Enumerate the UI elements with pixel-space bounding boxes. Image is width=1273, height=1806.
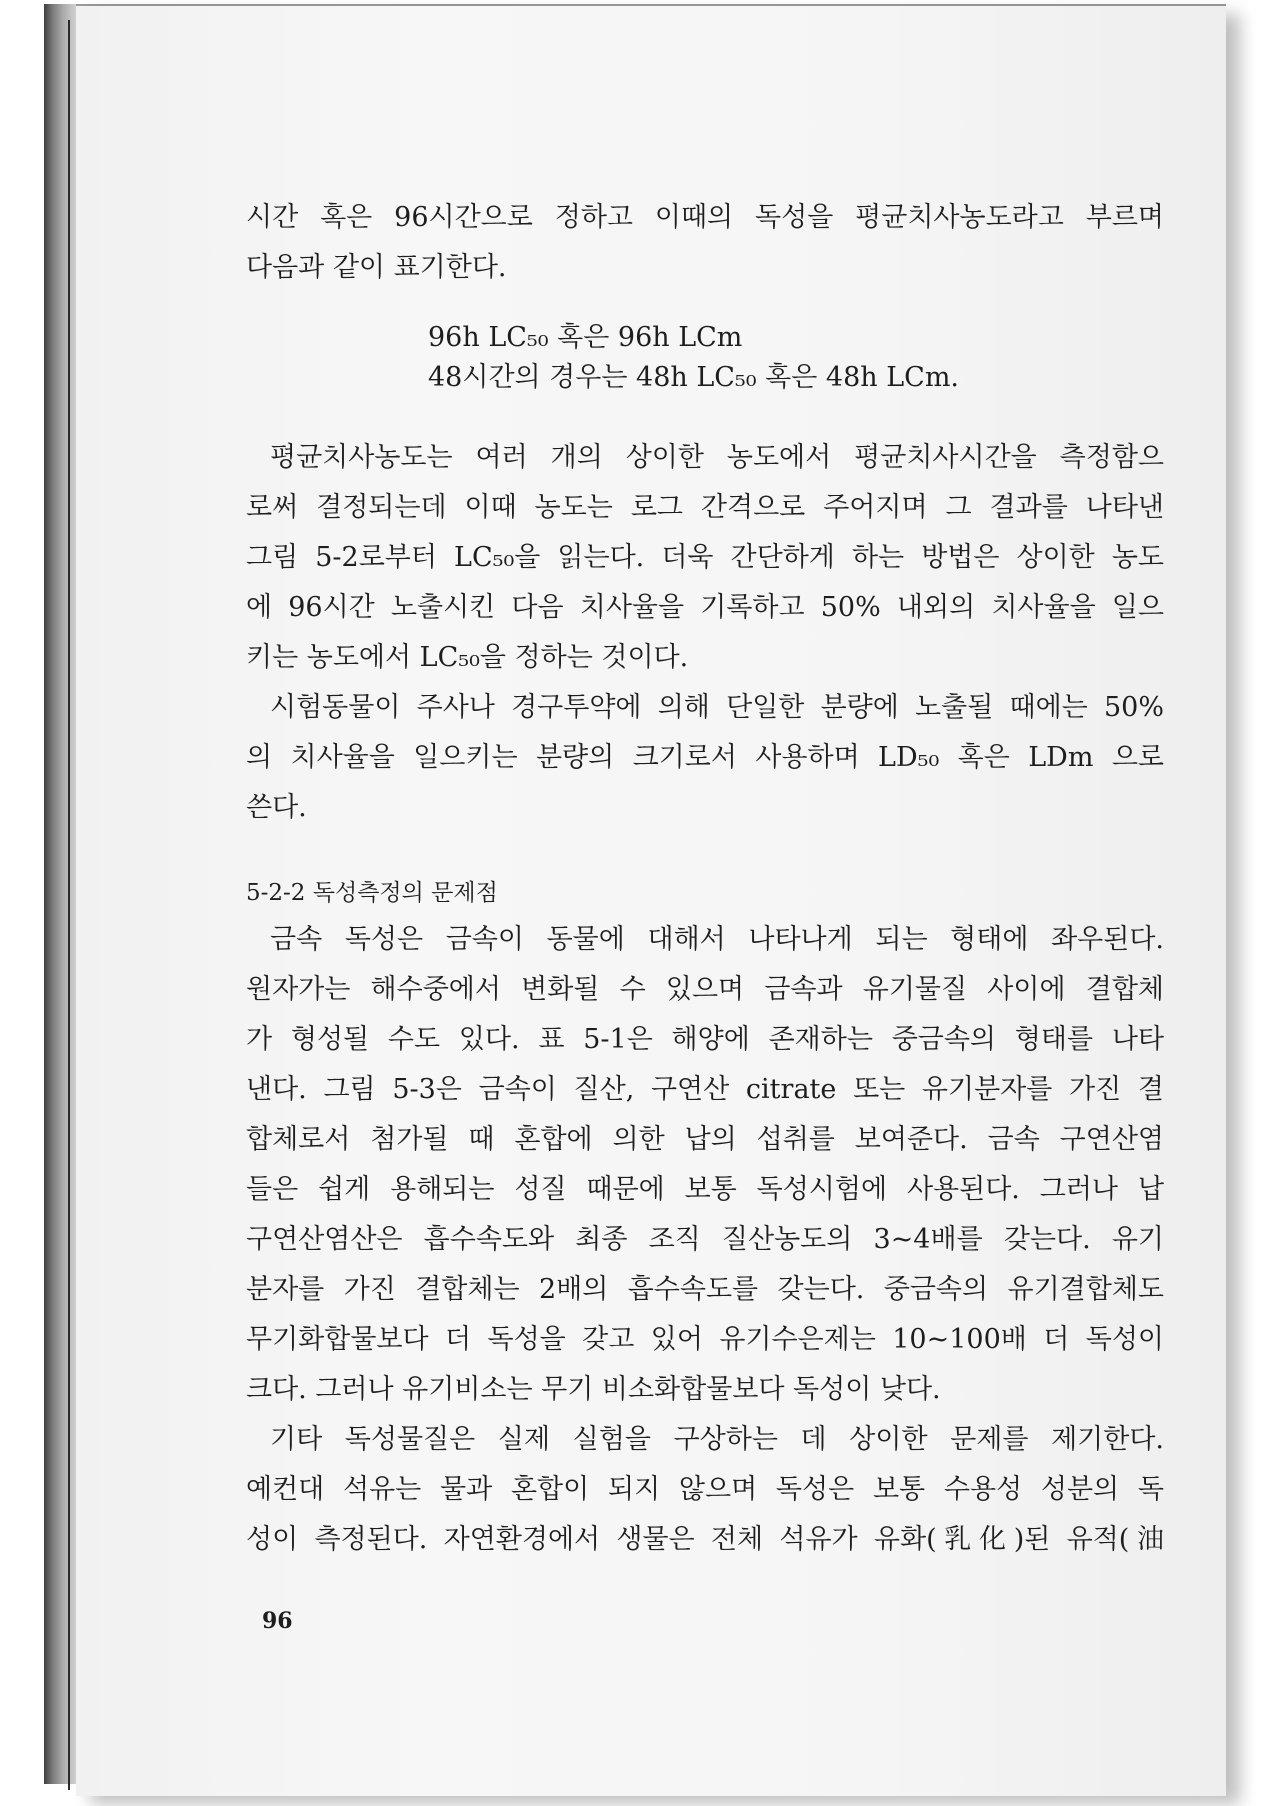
text-line: 원자가는 해수중에서 변화될 수 있으며 금속과 유기물질 사이에 결합체: [246, 974, 1164, 1005]
text-line: 예컨대 석유는 물과 혼합이 되지 않으며 독성은 보통 수용성 성분의 독: [246, 1474, 1164, 1505]
text-line: 성이 측정된다. 자연환경에서 생물은 전체 석유가 유화(乳化)된 유적(油: [246, 1524, 1164, 1555]
text-line: 다음과 같이 표기한다.: [246, 252, 507, 283]
text-line: 로써 결정되는데 이때 농도는 로그 간격으로 주어지며 그 결과를 나타낸: [246, 492, 1164, 523]
text-line: 의 치사율을 일으키는 분량의 크기로서 사용하며 LD₅₀ 혹은 LDm 으로: [246, 742, 1164, 773]
text-line: 기타 독성물질은 실제 실험을 구상하는 데 상이한 문제를 제기한다.: [270, 1424, 1164, 1455]
text-line: 금속 독성은 금속이 동물에 대해서 나타나게 되는 형태에 좌우된다.: [270, 924, 1164, 955]
formula-line: 96h LC₅₀ 혹은 96h LCm: [428, 322, 743, 353]
text-line: 합체로서 첨가될 때 혼합에 의한 납의 섭취를 보여준다. 금속 구연산염: [246, 1124, 1164, 1155]
text-line: 그림 5-2로부터 LC₅₀을 읽는다. 더욱 간단하게 하는 방법은 상이한 농도: [246, 542, 1164, 573]
text-line: 에 96시간 노출시킨 다음 치사율을 기록하고 50% 내외의 치사율을 일으: [246, 592, 1164, 623]
text-line: 낸다. 그림 5-3은 금속이 질산, 구연산 citrate 또는 유기분자를 가진 결: [246, 1074, 1164, 1105]
page-number: 96: [262, 1608, 293, 1634]
text-line: 가 형성될 수도 있다. 표 5-1은 해양에 존재하는 중금속의 형태를 나타: [246, 1024, 1164, 1055]
book-edge-line: [68, 20, 70, 1790]
formula-line: 48시간의 경우는 48h LC₅₀ 혹은 48h LCm.: [428, 362, 960, 393]
text-line: 크다. 그러나 유기비소는 무기 비소화합물보다 독성이 낮다.: [246, 1374, 941, 1405]
text-line: 쓴다.: [246, 792, 307, 823]
text-line: 구연산염산은 흡수속도와 최종 조직 질산농도의 3~4배를 갖는다. 유기: [246, 1224, 1164, 1255]
text-line: 들은 쉽게 용해되는 성질 때문에 보통 독성시험에 사용된다. 그러나 납: [246, 1174, 1164, 1205]
text-line: 평균치사농도는 여러 개의 상이한 농도에서 평균치사시간을 측정함으: [270, 442, 1164, 473]
text-line: 무기화합물보다 더 독성을 갖고 있어 유기수은제는 10~100배 더 독성이: [246, 1324, 1164, 1355]
section-heading: 5-2-2 독성측정의 문제점: [246, 880, 498, 906]
text-line: 시험동물이 주사나 경구투약에 의해 단일한 분량에 노출될 때에는 50%: [270, 692, 1164, 723]
text-line: 시간 혹은 96시간으로 정하고 이때의 독성을 평균치사농도라고 부르며: [246, 202, 1164, 233]
text-line: 분자를 가진 결합체는 2배의 흡수속도를 갖는다. 중금속의 유기결합체도: [246, 1274, 1164, 1305]
book-edge-shadow: [44, 4, 78, 1784]
text-line: 키는 농도에서 LC₅₀을 정하는 것이다.: [246, 642, 689, 673]
